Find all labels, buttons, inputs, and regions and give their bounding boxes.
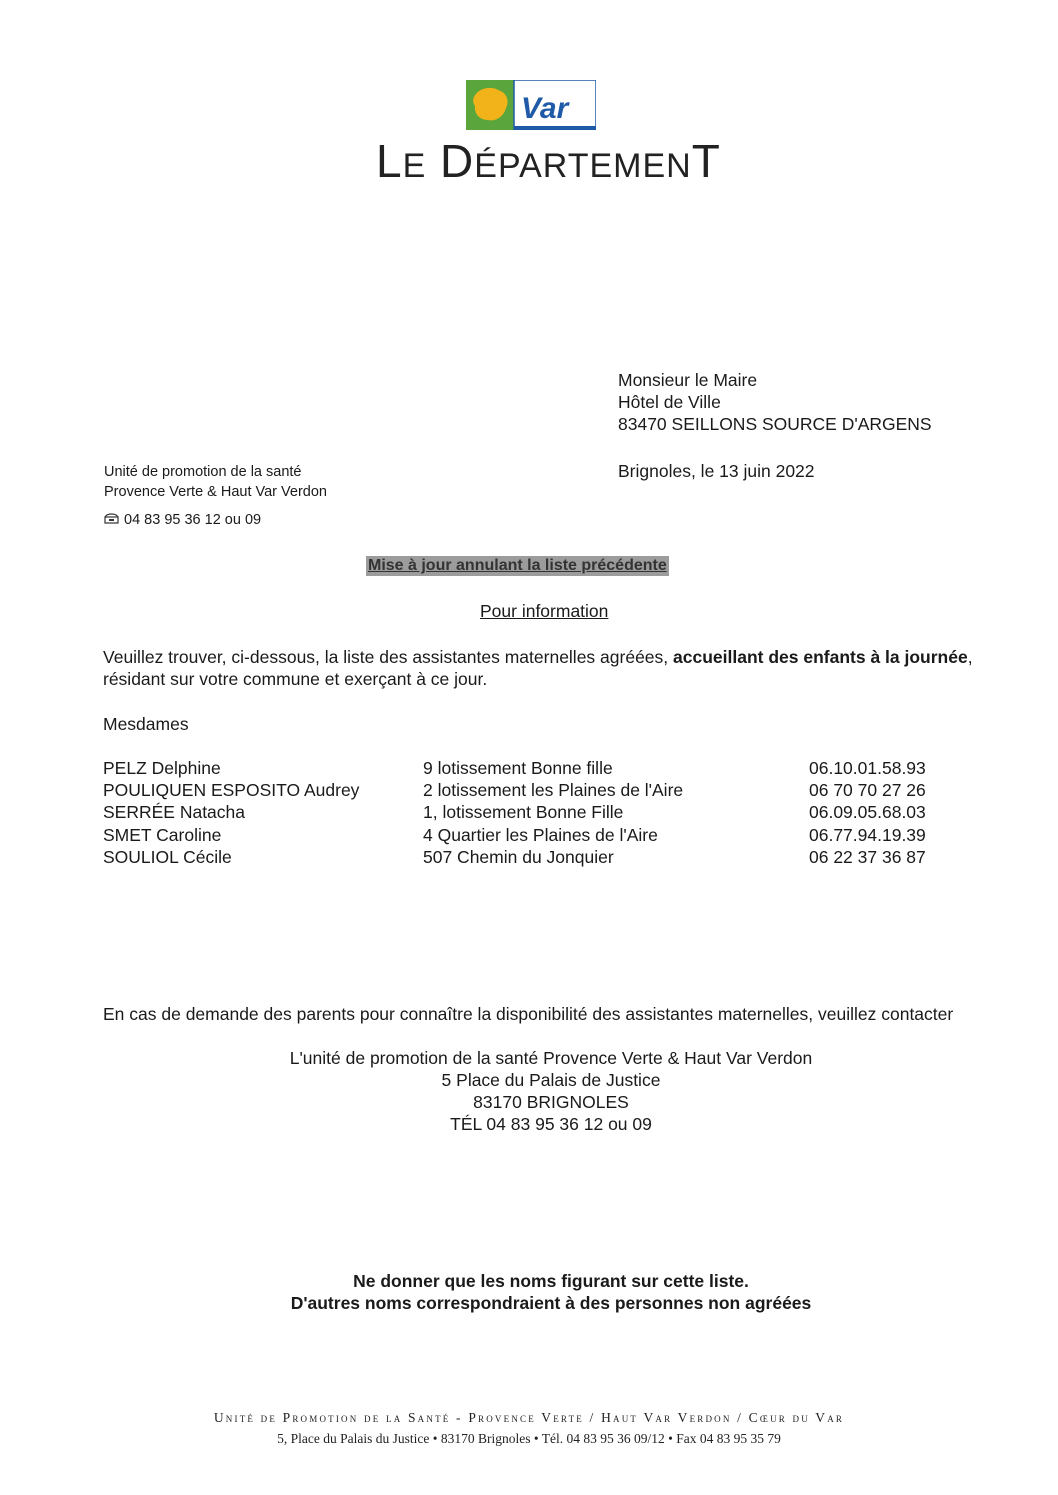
- assistant-phone: 06 70 70 27 26: [809, 780, 926, 801]
- warning-notice: [180, 1270, 922, 1314]
- assistant-address: 507 Chemin du Jonquier: [423, 846, 614, 867]
- recipient-line: Hôtel de Ville: [618, 392, 721, 412]
- sender-phone: [104, 510, 261, 530]
- intro-text: , résidant sur votre commune et exerçant à ce jour.: [103, 647, 973, 689]
- date-line: Brignoles, le 13 juin 2022: [618, 461, 815, 481]
- list-item: [103, 847, 953, 869]
- assistants-list: [103, 758, 953, 869]
- assistant-phone: 06.09.05.68.03: [809, 802, 926, 823]
- salutation: Mesdames: [103, 714, 189, 734]
- sender-unit-line: Unité de promotion de la santé: [104, 464, 302, 480]
- recipient-line: Monsieur le Maire: [618, 370, 758, 390]
- footer-title: Unité de Promotion de la Santé - Provence Verte / Haut Var Verdon / Cœur du Var: [213, 1410, 845, 1425]
- list-item: [103, 825, 953, 847]
- assistant-address: 4 Quartier les Plaines de l'Aire: [423, 824, 658, 845]
- assistant-address: 1, lotissement Bonne Fille: [423, 802, 624, 823]
- list-item: [103, 780, 953, 802]
- contact-intro: En cas de demande des parents pour connaître la disponibilité des assistantes maternelles, veuillez contacter: [103, 1004, 954, 1024]
- contact-line: 5 Place du Palais de Justice: [441, 1070, 661, 1090]
- sender-phone-number: 04 83 95 36 12 ou 09: [124, 512, 262, 528]
- info-heading: Pour information: [480, 601, 609, 621]
- var-logo-icon: [466, 80, 596, 130]
- intro-paragraph: [103, 646, 1008, 690]
- assistant-name: SERRÉE Natacha: [103, 802, 246, 823]
- contact-block: [180, 1047, 922, 1135]
- assistant-address: 2 lotissement les Plaines de l'Aire: [423, 780, 684, 801]
- contact-line: L'unité de promotion de la santé Provence Verte & Haut Var Verdon: [289, 1048, 813, 1068]
- contact-line: TÉL 04 83 95 36 12 ou 09: [450, 1114, 652, 1134]
- recipient-line: 83470 SEILLONS SOURCE D'ARGENS: [618, 414, 932, 434]
- logo-word-part: D: [426, 135, 475, 187]
- assistant-name: SMET Caroline: [103, 824, 222, 845]
- list-item: [103, 758, 953, 780]
- intro-text: Veuillez trouver, ci-dessous, la liste des assistantes maternelles agréées,: [103, 647, 674, 667]
- logo-word-part: ÉPARTEMEN: [474, 147, 692, 185]
- assistant-phone: 06.77.94.19.39: [809, 824, 926, 845]
- phone-icon: [104, 510, 120, 530]
- footer-address: 5, Place du Palais du Justice • 83170 Brignoles • Tél. 04 83 95 36 09/12 • Fax 04 83 95 35 79: [277, 1431, 781, 1446]
- warning-line: D'autres noms correspondraient à des personnes non agréées: [290, 1293, 812, 1313]
- contact-line: 83170 BRIGNOLES: [473, 1092, 629, 1112]
- assistant-phone: 06.10.01.58.93: [809, 758, 926, 778]
- update-notice: Mise à jour annulant la liste précédente: [368, 557, 667, 574]
- warning-line: Ne donner que les noms figurant sur cette liste.: [353, 1271, 749, 1291]
- list-item: [103, 802, 953, 824]
- assistant-address: 9 lotissement Bonne fille: [423, 758, 613, 778]
- logo-var-text: Var: [521, 92, 569, 125]
- recipient-address: [618, 369, 932, 435]
- sender-unit-line: Provence Verte & Haut Var Verdon: [104, 484, 328, 500]
- var-logo: [466, 80, 596, 130]
- logo-word-part: T: [691, 135, 721, 187]
- assistant-name: SOULIOL Cécile: [103, 846, 232, 867]
- assistant-name: POULIQUEN ESPOSITO Audrey: [103, 780, 360, 801]
- assistant-phone: 06 22 37 36 87: [809, 846, 926, 867]
- intro-bold: accueillant des enfants à la journée: [673, 647, 968, 667]
- logo-word-part: L: [376, 135, 403, 187]
- logo-wordmark: [376, 134, 721, 188]
- assistant-name: PELZ Delphine: [103, 758, 221, 778]
- sender-unit: [104, 462, 327, 502]
- logo-word-part: E: [402, 147, 427, 185]
